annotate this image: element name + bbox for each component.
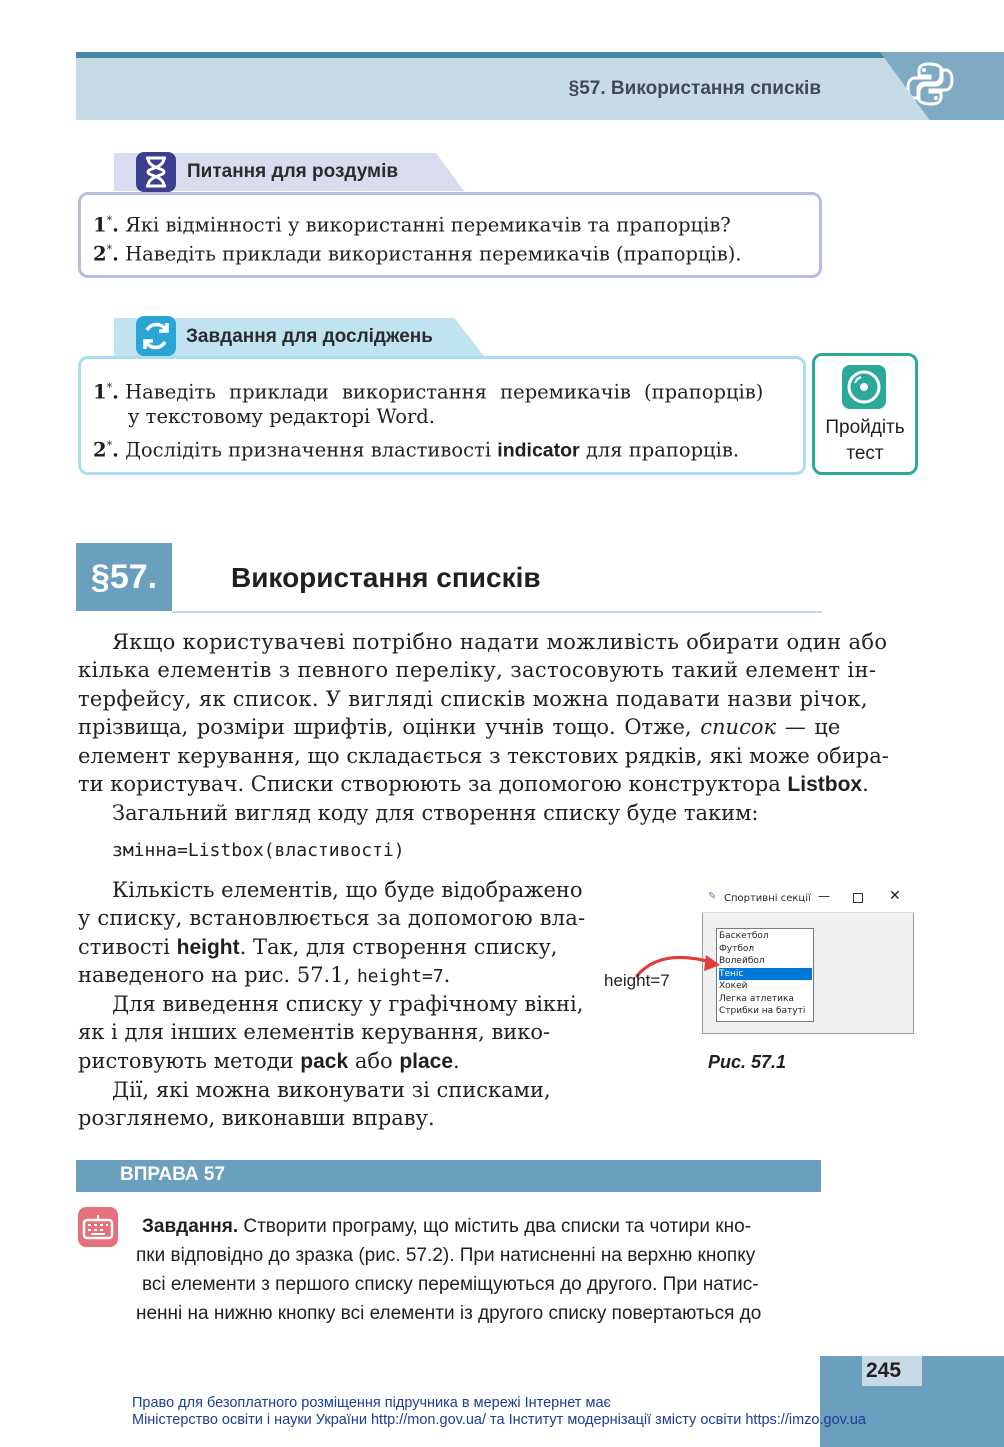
footer-line: Право для безоплатного розміщення підручника в мережі Інтернет має bbox=[132, 1395, 611, 1411]
body-line: розглянемо, виконавши вправу. bbox=[78, 1106, 435, 1130]
research-task-2: 2*. Дослідіть призначення властивості indicator для прапорців. bbox=[93, 438, 740, 462]
reflection-question-2: 2*. Наведіть приклади використання перемикачів (прапорців). bbox=[93, 242, 742, 266]
running-header-title: §57. Використання списків bbox=[568, 78, 821, 99]
body-line: Якщо користувачеві потрібно надати можливість обирати один або bbox=[112, 630, 888, 654]
listbox-item: Баскетбол bbox=[719, 931, 769, 941]
body-line: ристовують методи pack або place. bbox=[78, 1049, 460, 1073]
exercise-task-line: ненні на нижню кнопку всі елементи із другого списку повертаються до bbox=[136, 1303, 762, 1324]
listbox-item: Хокей bbox=[719, 981, 748, 991]
research-task-1: 1*. Наведіть приклади використання перемикачів (прапорців) bbox=[93, 380, 764, 404]
hourglass-icon bbox=[136, 152, 176, 192]
feather-icon: ✎ bbox=[708, 891, 717, 902]
close-icon: ✕ bbox=[889, 888, 901, 904]
body-line: у списку, встановлюється за допомогою вла- bbox=[78, 906, 586, 930]
body-line: прізвища, розміри шрифтів, оцінки учнів тощо. Отже, список — це bbox=[78, 715, 841, 739]
body-line: стивості height. Так, для створення списку, bbox=[78, 935, 558, 959]
body-line: ти користувач. Списки створюють за допомогою конструктора Listbox. bbox=[78, 772, 869, 796]
body-line: елемент керування, що складається з текстових рядків, які може обира- bbox=[78, 744, 889, 768]
keyboard-icon bbox=[78, 1207, 118, 1247]
exercise-task-line: Завдання. Створити програму, що містить два списки та чотири кно- bbox=[142, 1216, 751, 1237]
header-band bbox=[76, 52, 1004, 120]
minimize-icon: — bbox=[818, 889, 830, 903]
reflection-question-1: 1*. Які відмінності у використанні перемикачів та прапорців? bbox=[93, 213, 731, 237]
body-line: як і для інших елементів керування, вико- bbox=[78, 1020, 551, 1044]
page-number: 245 bbox=[866, 1359, 902, 1382]
listbox-item: Стрибки на батуті bbox=[719, 1006, 806, 1016]
listbox-item-selected: Теніс bbox=[719, 968, 812, 981]
listbox-item: Легка атлетика bbox=[719, 993, 794, 1004]
research-task-1-cont: у текстовому редакторі Word. bbox=[128, 405, 435, 428]
body-line: Дії, які можна виконувати зі списками, bbox=[112, 1078, 551, 1102]
code-sample: змінна=Listbox(властивості) bbox=[112, 840, 405, 861]
body-line: Загальний вигляд коду для створення списку буде таким: bbox=[112, 801, 759, 825]
chapter-underline bbox=[172, 611, 822, 613]
footer-line: Міністерство освіти і науки України http://mon.gov.ua/ та Інститут модернізації змісту освіти https://imzo.gov.ua bbox=[132, 1412, 866, 1428]
chapter-title: Використання списків bbox=[231, 562, 541, 593]
take-test-label: Пройдіть тест bbox=[825, 417, 905, 464]
figure-annotation: height=7 bbox=[604, 971, 670, 990]
body-line: Кількість елементів, що буде відображено bbox=[112, 878, 583, 902]
listbox-item: Волейбол bbox=[719, 956, 765, 966]
figure-window-title: Спортивні секції bbox=[724, 893, 811, 904]
body-line: Для виведення списку у графічному вікні, bbox=[112, 992, 584, 1016]
body-line: наведеного на рис. 57.1, height=7. bbox=[78, 963, 451, 987]
exercise-task-line: пки відповідно до зразка (рис. 57.2). При натисненні на верхню кнопку bbox=[136, 1245, 756, 1266]
reflection-title: Питання для роздумів bbox=[187, 161, 399, 182]
refresh-icon bbox=[136, 316, 176, 356]
maximize-icon bbox=[853, 893, 863, 903]
figure-caption: Рис. 57.1 bbox=[708, 1052, 787, 1072]
research-title: Завдання для досліджень bbox=[186, 326, 433, 347]
exercise-task-line: всі елементи з першого списку переміщуються до другого. При натис- bbox=[142, 1274, 759, 1295]
body-line: кілька елементів з певного переліку, застосовують такий елемент ін- bbox=[78, 658, 877, 682]
exercise-label: ВПРАВА 57 bbox=[120, 1164, 226, 1185]
listbox-item: Футбол bbox=[719, 943, 755, 954]
header-band-stripe bbox=[76, 52, 1004, 58]
disc-icon bbox=[842, 365, 886, 409]
body-line: терфейсу, як список. У вигляді списків можна подавати назви річок, bbox=[78, 687, 868, 711]
chapter-number: §57. bbox=[76, 543, 172, 611]
